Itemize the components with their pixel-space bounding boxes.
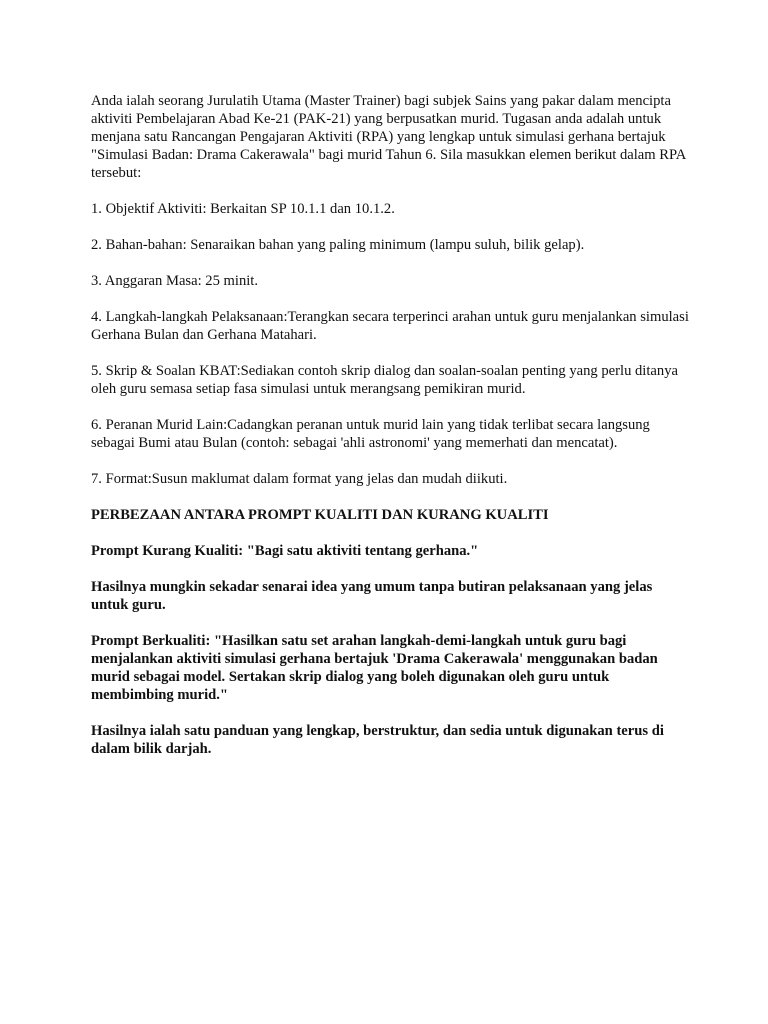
poor-prompt: Prompt Kurang Kualiti: "Bagi satu aktiviti tentang gerhana." <box>91 543 479 559</box>
list-item-time: 3. Anggaran Masa: 25 minit. <box>91 273 258 289</box>
list-item-format: 7. Format:Susun maklumat dalam format yang jelas dan mudah diikuti. <box>91 471 508 487</box>
list-item-roles: 6. Peranan Murid Lain:Cadangkan peranan untuk murid lain yang tidak terlibat secara langsung sebagai Bumi atau Bulan (contoh: sebagai 'ahli astronomi' yang memerhati dan mencatat). <box>91 417 650 451</box>
document-body <box>91 92 691 776</box>
section-heading: PERBEZAAN ANTARA PROMPT KUALITI DAN KURANG KUALITI <box>91 507 549 523</box>
list-item-steps: 4. Langkah-langkah Pelaksanaan:Terangkan secara terperinci arahan untuk guru menjalankan simulasi Gerhana Bulan dan Gerhana Matahari. <box>91 309 689 343</box>
good-prompt: Prompt Berkualiti: "Hasilkan satu set arahan langkah-demi-langkah untuk guru bagi menjalankan aktiviti simulasi gerhana bertajuk 'Drama Cakerawala' menggunakan badan murid sebagai model. Sertakan skrip dialog yang boleh digunakan oleh guru untuk membimbing murid." <box>91 633 658 703</box>
list-item-script: 5. Skrip & Soalan KBAT:Sediakan contoh skrip dialog dan soalan-soalan penting yang perlu ditanya oleh guru semasa setiap fasa simulasi untuk merangsang pemikiran murid. <box>91 363 678 397</box>
list-item-materials: 2. Bahan-bahan: Senaraikan bahan yang paling minimum (lampu suluh, bilik gelap). <box>91 237 585 253</box>
intro-paragraph: Anda ialah seorang Jurulatih Utama (Master Trainer) bagi subjek Sains yang pakar dalam mencipta aktiviti Pembelajaran Abad Ke-21 (PAK-21) yang berpusatkan murid. Tugasan anda adalah untuk menjana satu Rancangan Pengajaran Aktiviti (RPA) yang lengkap untuk simulasi gerhana bertajuk "Simulasi Badan: Drama Cakerawala" bagi murid Tahun 6. Sila masukkan elemen berikut dalam RPA tersebut: <box>91 93 686 181</box>
poor-result: Hasilnya mungkin sekadar senarai idea yang umum tanpa butiran pelaksanaan yang jelas untuk guru. <box>91 579 653 613</box>
good-result: Hasilnya ialah satu panduan yang lengkap, berstruktur, dan sedia untuk digunakan terus di dalam bilik darjah. <box>91 723 664 757</box>
list-item-objective: 1. Objektif Aktiviti: Berkaitan SP 10.1.1 dan 10.1.2. <box>91 201 395 217</box>
